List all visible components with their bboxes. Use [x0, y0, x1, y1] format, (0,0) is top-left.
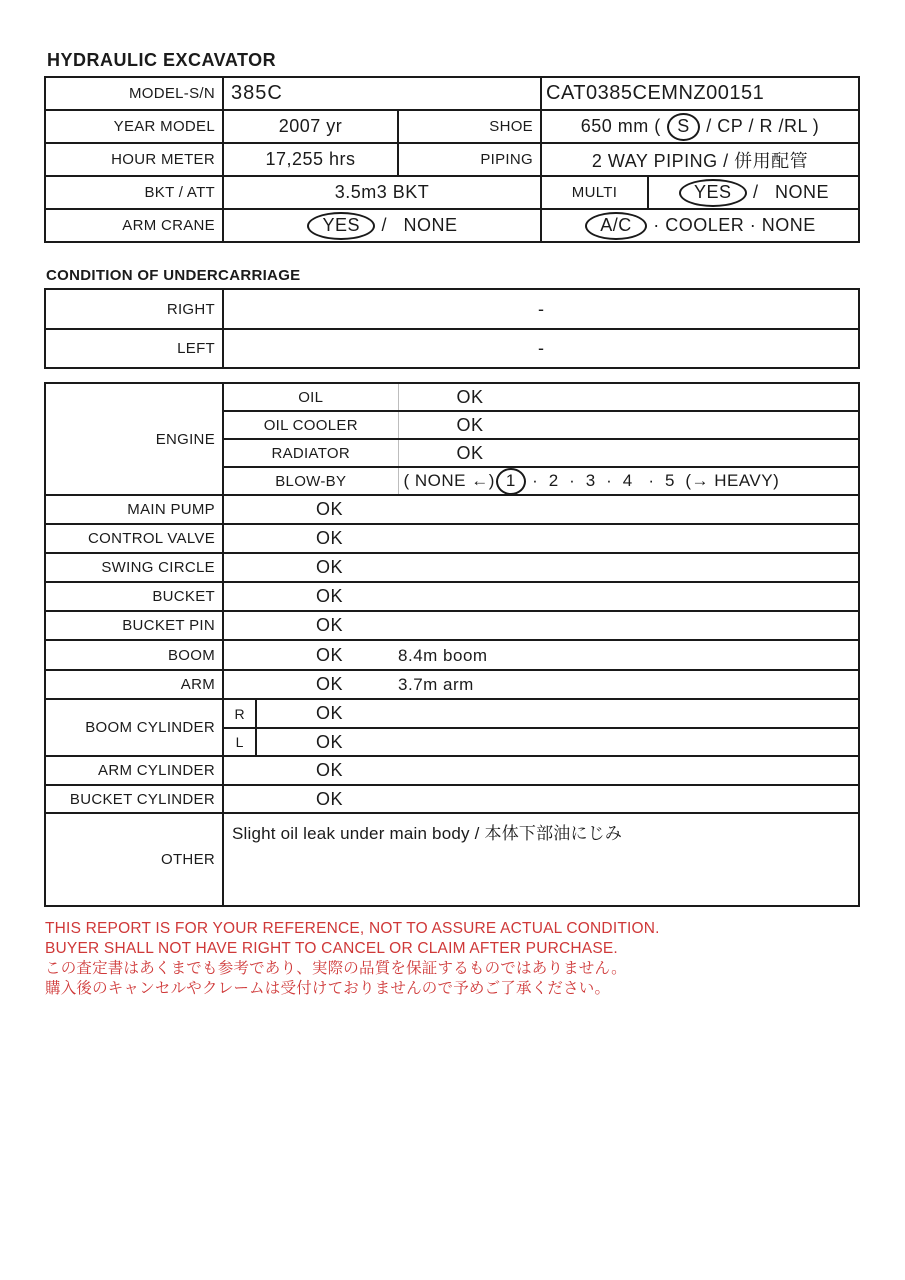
disclaimer-line-2: BUYER SHALL NOT HAVE RIGHT TO CANCEL OR CLAIM AFTER PURCHASE.	[45, 940, 618, 957]
circle-annotation-armcrane-yes: YES	[307, 212, 375, 240]
table-row	[45, 670, 859, 699]
table-row	[45, 176, 859, 209]
table-row	[45, 553, 859, 582]
circle-annotation-shoe: S	[667, 113, 700, 141]
hour-meter-value: 17,255 hrs	[223, 143, 398, 176]
table-row	[45, 329, 859, 368]
disclaimer-line-1: THIS REPORT IS FOR YOUR REFERENCE, NOT TO ASSURE ACTUAL CONDITION.	[45, 920, 660, 937]
engine-radiator-label: RADIATOR	[223, 439, 398, 467]
table-row	[45, 756, 859, 785]
undercarriage-left-label: LEFT	[45, 329, 223, 368]
boom-cylinder-r-value: OK	[256, 699, 859, 728]
arm-crane-suffix: / NONE	[376, 214, 458, 235]
undercarriage-table	[44, 288, 860, 369]
shoe-label: SHOE	[398, 110, 541, 143]
table-row	[45, 110, 859, 143]
boom-ok: OK	[316, 644, 344, 665]
table-row	[45, 495, 859, 524]
boom-value	[223, 640, 859, 670]
arm-cylinder-value: OK	[223, 756, 859, 785]
circle-annotation-ac: A/C	[585, 212, 647, 240]
engine-oil-label: OIL	[223, 383, 398, 411]
main-pump-value: OK	[223, 495, 859, 524]
hour-meter-label: HOUR METER	[45, 143, 223, 176]
circle-annotation-multi-yes: YES	[679, 179, 747, 207]
swing-circle-value: OK	[223, 553, 859, 582]
bucket-pin-label: BUCKET PIN	[45, 611, 223, 640]
model-sn-label: MODEL-S/N	[45, 77, 223, 110]
bucket-pin-value: OK	[223, 611, 859, 640]
bkt-att-label: BKT / ATT	[45, 176, 223, 209]
ac-cooler-value	[541, 209, 859, 242]
table-row	[45, 77, 859, 110]
arm-note: 3.7m arm	[398, 675, 474, 694]
year-model-label: YEAR MODEL	[45, 110, 223, 143]
engine-label: ENGINE	[45, 383, 223, 495]
main-pump-label: MAIN PUMP	[45, 495, 223, 524]
arm-label: ARM	[45, 670, 223, 699]
ac-suffix: · COOLER · NONE	[647, 214, 816, 235]
multi-value	[648, 176, 859, 209]
undercarriage-left-value: -	[223, 329, 859, 368]
table-row	[45, 209, 859, 242]
shoe-value	[541, 110, 859, 143]
table-row	[45, 289, 859, 329]
table-row	[45, 699, 859, 728]
engine-blowby-label: BLOW-BY	[223, 467, 398, 495]
piping-value: 2 WAY PIPING / 併用配管	[541, 143, 859, 176]
other-label: OTHER	[45, 813, 223, 906]
table-row	[45, 383, 859, 411]
boom-cylinder-label: BOOM CYLINDER	[45, 699, 223, 756]
multi-suffix: / NONE	[747, 181, 830, 202]
table-row	[45, 582, 859, 611]
blowby-suffix: · 2 · 3 · 4 · 5 (→ HEAVY)	[526, 470, 780, 490]
piping-label: PIPING	[398, 143, 541, 176]
table-row	[45, 785, 859, 813]
spec-table	[44, 76, 860, 243]
bucket-value: OK	[223, 582, 859, 611]
boom-cylinder-r-label: R	[223, 699, 256, 728]
control-valve-label: CONTROL VALVE	[45, 524, 223, 553]
condition-table	[44, 382, 860, 907]
boom-note: 8.4m boom	[398, 645, 488, 665]
undercarriage-right-value: -	[223, 289, 859, 329]
serial-number-value: CAT0385CEMNZ00151	[541, 77, 859, 110]
engine-oilcooler-label: OIL COOLER	[223, 411, 398, 439]
page-title: HYDRAULIC EXCAVATOR	[47, 50, 277, 70]
bkt-att-value: 3.5m3 BKT	[223, 176, 541, 209]
engine-radiator-value: OK	[398, 439, 859, 467]
table-row	[45, 143, 859, 176]
table-row	[45, 524, 859, 553]
arm-crane-label: ARM CRANE	[45, 209, 223, 242]
arm-cylinder-label: ARM CYLINDER	[45, 756, 223, 785]
year-model-value: 2007 yr	[223, 110, 398, 143]
multi-label: MULTI	[541, 176, 648, 209]
table-row	[45, 611, 859, 640]
bucket-cylinder-label: BUCKET CYLINDER	[45, 785, 223, 813]
model-value: 385C	[223, 77, 541, 110]
shoe-suffix: / CP / R /RL )	[700, 115, 820, 136]
arm-value	[223, 670, 859, 699]
undercarriage-right-label: RIGHT	[45, 289, 223, 329]
disclaimer	[45, 919, 660, 999]
blowby-prefix: ( NONE ←)	[403, 470, 495, 490]
engine-blowby-value	[398, 467, 859, 495]
shoe-prefix: 650 mm (	[580, 115, 667, 136]
table-row	[45, 640, 859, 670]
undercarriage-title: CONDITION OF UNDERCARRIAGE	[46, 267, 301, 284]
boom-label: BOOM	[45, 640, 223, 670]
boom-cylinder-l-label: L	[223, 728, 256, 756]
boom-cylinder-l-value: OK	[256, 728, 859, 756]
engine-oil-value: OK	[398, 383, 859, 411]
arm-ok: OK	[316, 674, 344, 694]
swing-circle-label: SWING CIRCLE	[45, 553, 223, 582]
control-valve-value: OK	[223, 524, 859, 553]
engine-oilcooler-value: OK	[398, 411, 859, 439]
other-value: Slight oil leak under main body / 本体下部油にじみ	[223, 813, 859, 906]
arm-crane-value	[223, 209, 541, 242]
disclaimer-line-4: 購入後のキャンセルやクレームは受付けておりませんので予めご了承ください。	[45, 980, 611, 997]
disclaimer-line-3: この査定書はあくまでも参考であり、実際の品質を保証するものではありません。	[45, 960, 627, 977]
table-row	[45, 813, 859, 906]
circle-annotation-blowby-1: 1	[496, 468, 526, 495]
bucket-label: BUCKET	[45, 582, 223, 611]
bucket-cylinder-value: OK	[223, 785, 859, 813]
